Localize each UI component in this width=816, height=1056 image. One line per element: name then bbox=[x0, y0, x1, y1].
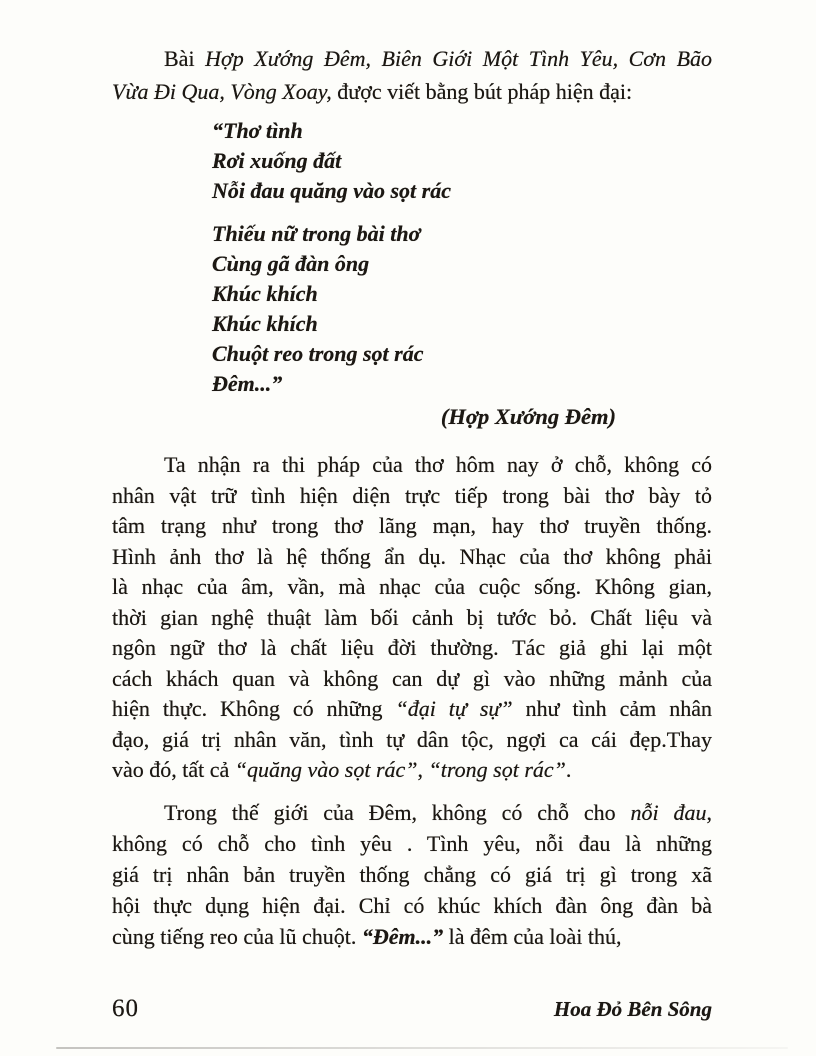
page-number: 60 bbox=[112, 995, 139, 1022]
poem-line: Rơi xuống đất bbox=[212, 148, 342, 173]
intro-paragraph bbox=[112, 42, 712, 108]
poem-line: Nỗi đau quăng vào sọt rác bbox=[212, 178, 451, 203]
poem-stanza-2 bbox=[212, 219, 451, 399]
poem-line: Khúc khích bbox=[212, 311, 318, 336]
text-line: hội thực dụng hiện đại. Chỉ có khúc khích đàn ông đàn bà bbox=[112, 893, 712, 918]
text-line: hiện thực. Không có những “đại tự sự” như tình cảm nhân bbox=[112, 696, 712, 721]
scan-edge-artifact bbox=[56, 1047, 788, 1049]
text-line: tâm trạng như trong thơ lãng mạn, hay thơ truyền thống. bbox=[112, 513, 712, 538]
text-line: đạo, giá trị nhân văn, tình tự dân tộc, ngợi ca cái đẹp.Thay bbox=[112, 726, 712, 752]
poem-stanza-1 bbox=[212, 116, 451, 206]
body-paragraph-1 bbox=[112, 450, 712, 786]
poem-line: Khúc khích bbox=[212, 281, 318, 306]
poem-line: Đêm...” bbox=[212, 371, 283, 396]
body-paragraph-2 bbox=[112, 797, 712, 952]
text-line: là nhạc của âm, vần, mà nhạc của cuộc sống. Không gian, bbox=[112, 574, 712, 599]
text-line: thời gian nghệ thuật làm bối cảnh bị tước bỏ. Chất liệu và bbox=[112, 604, 712, 630]
text-line: Vừa Đi Qua, Vòng Xoay, được viết bằng bút pháp hiện đại: bbox=[112, 79, 633, 104]
text-line: cách khách quan và không can dự gì vào những mảnh của bbox=[112, 665, 712, 691]
text-line: cùng tiếng reo của lũ chuột. “Đêm...” là đêm của loài thú, bbox=[112, 924, 622, 949]
page-footer bbox=[112, 995, 712, 1023]
poem-line: “Thơ tình bbox=[212, 118, 303, 143]
running-title: Hoa Đỏ Bên Sông bbox=[553, 997, 712, 1021]
poem-line: Cùng gã đàn ông bbox=[212, 251, 370, 276]
text-line: Hình ảnh thơ là hệ thống ẩn dụ. Nhạc của thơ không phải bbox=[112, 543, 712, 569]
poem-attribution: (Hợp Xướng Đêm) bbox=[440, 404, 616, 429]
text-line: giá trị nhân bản truyền thống chẳng có giá trị gì trong xã bbox=[112, 862, 712, 887]
text-line: ngôn ngữ thơ là chất liệu đời thường. Tác giả ghi lại một bbox=[112, 635, 712, 660]
poem-line: Chuột reo trong sọt rác bbox=[212, 341, 424, 366]
text-line: không có chỗ cho tình yêu . Tình yêu, nỗi đau là những bbox=[112, 831, 712, 856]
text-line: vào đó, tất cả “quăng vào sọt rác”, “trong sọt rác”. bbox=[112, 757, 572, 782]
text-line: Ta nhận ra thi pháp của thơ hôm nay ở chỗ, không có bbox=[164, 452, 712, 477]
text-line: nhân vật trữ tình hiện diện trực tiếp trong bài thơ bày tỏ bbox=[112, 482, 712, 508]
text-line: Bài Hợp Xướng Đêm, Biên Giới Một Tình Yêu, Cơn Bão bbox=[164, 46, 713, 71]
poem-block bbox=[212, 116, 451, 399]
text-line: Trong thế giới của Đêm, không có chỗ cho nỗi đau, bbox=[164, 800, 712, 825]
poem-line: Thiếu nữ trong bài thơ bbox=[212, 221, 421, 246]
